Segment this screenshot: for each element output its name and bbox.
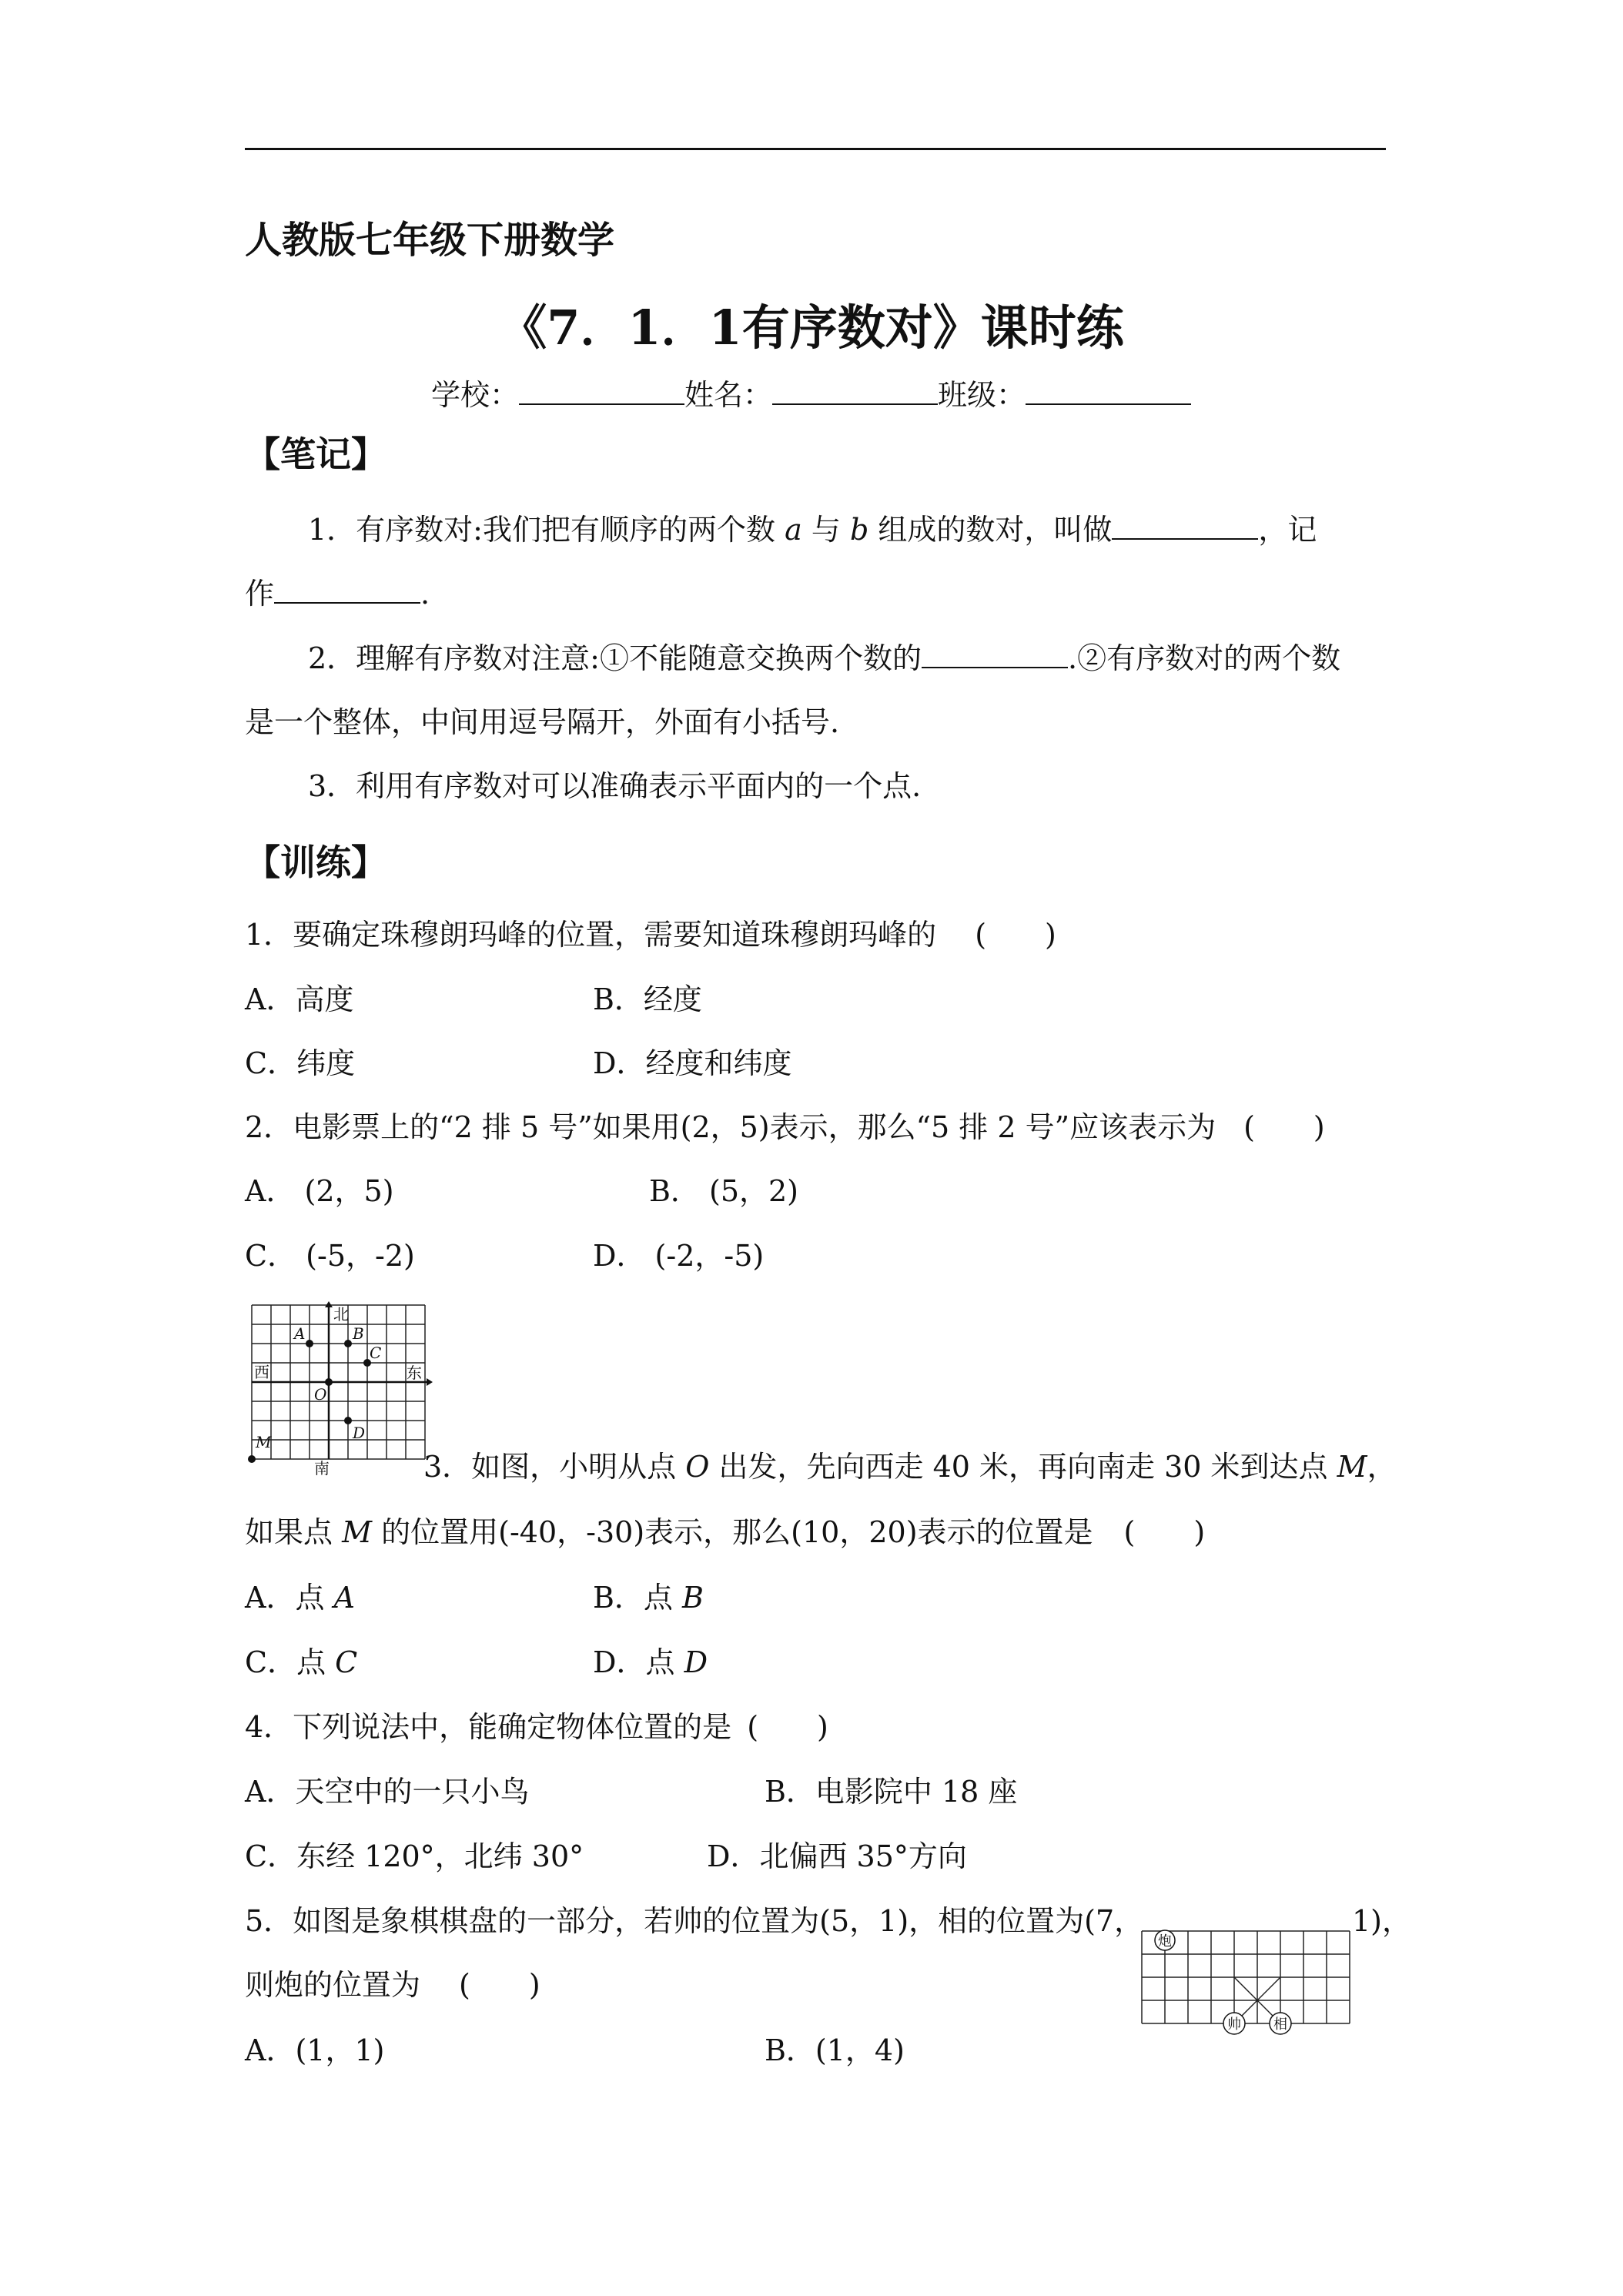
doc-subtitle: 人教版七年级下册数学	[245, 219, 615, 262]
label-d: D	[353, 1424, 366, 1442]
q3-answer-paren: ( )	[1123, 1515, 1206, 1549]
name-label: 姓名：	[684, 378, 773, 412]
q1-option-b[interactable]: B．经度	[593, 982, 702, 1016]
north-label: 北	[333, 1305, 349, 1324]
q3-stem-a: 3．如图，小明从点	[423, 1450, 677, 1484]
q5-stem-line1-end: 1)，	[1352, 1904, 1412, 1938]
west-label: 西	[254, 1363, 269, 1381]
q3-option-a-var: A	[333, 1581, 355, 1615]
q3-stem-line2	[245, 1513, 1205, 1551]
q3-option-b[interactable]	[593, 1578, 704, 1617]
q2-answer-paren: ( )	[1243, 1110, 1325, 1144]
q3-option-a[interactable]	[245, 1578, 355, 1617]
note-1-line2	[245, 574, 430, 613]
q2-stem	[245, 1108, 1325, 1146]
note-1-and: 与	[811, 513, 841, 547]
q1-option-c[interactable]: C．纬度	[245, 1046, 356, 1080]
q2-stem-text: 2．电影票上的“2 排 5 号”如果用(2，5)表示，那么“5 排 2 号”应该表示为	[245, 1110, 1216, 1144]
q4-stem	[245, 1708, 828, 1746]
q5-option-a[interactable]: A．(1，1)	[245, 2033, 385, 2067]
q5-stem-line2	[245, 1966, 540, 2004]
q5-chessboard-figure	[1138, 1925, 1354, 2040]
top-rule	[245, 148, 1386, 150]
class-blank	[1026, 376, 1191, 405]
note-1-blank-2	[274, 574, 420, 604]
var-a: a	[785, 513, 802, 547]
note-1-text-a: 1．有序数对:我们把有顺序的两个数	[308, 513, 775, 547]
q5-stem-line1: 5．如图是象棋棋盘的一部分，若帅的位置为(5，1)，相的位置为(7，	[245, 1904, 1144, 1938]
q3-line2-b: 的位置用(-40，-30)表示，那么(10，20)表示的位置是	[381, 1515, 1093, 1549]
south-label: 南	[314, 1459, 330, 1475]
label-b: B	[353, 1324, 364, 1343]
q4-option-d[interactable]: D．北偏西 35°方向	[707, 1839, 967, 1873]
q4-answer-paren: ( )	[747, 1710, 828, 1744]
q1-stem	[245, 915, 1056, 954]
q3-line2-var-m: M	[342, 1515, 373, 1549]
q3-stem-b: 出发，先向西走 40 米，再向南走 30 米到达点	[718, 1450, 1328, 1484]
note-2-text-a: 2．理解有序数对注意:①不能随意交换两个数的	[308, 641, 922, 675]
q3-option-c-var: C	[335, 1645, 358, 1679]
var-b: b	[849, 513, 869, 547]
name-blank	[772, 376, 938, 405]
east-label: 东	[407, 1364, 422, 1382]
point-b	[344, 1340, 352, 1347]
q3-var-m: M	[1337, 1450, 1367, 1484]
q5-line2-text: 则炮的位置为	[245, 1968, 421, 2002]
piece-shuai	[1223, 2013, 1245, 2034]
q1-answer-paren: ( )	[975, 918, 1056, 952]
q3-option-c[interactable]	[245, 1643, 357, 1682]
practice-heading: 【训练】	[245, 842, 387, 883]
note-2-line1	[308, 639, 1340, 678]
note-2-line2: 是一个整体，中间用逗号隔开，外面有小括号.	[245, 705, 840, 739]
q3-option-d-label: D．点	[593, 1645, 675, 1679]
q4-stem-text: 4．下列说法中，能确定物体位置的是	[245, 1710, 732, 1744]
q4-option-a[interactable]: A．天空中的一只小鸟	[245, 1775, 530, 1809]
q3-option-d-var: D	[684, 1645, 708, 1679]
point-m	[248, 1455, 256, 1463]
note-1-blank-1	[1112, 510, 1258, 540]
note-2-text-b: .②有序数对的两个数	[1067, 641, 1341, 675]
label-a: A	[294, 1324, 306, 1343]
note-2-blank	[922, 639, 1068, 668]
q5-answer-paren: ( )	[459, 1968, 540, 2002]
q3-line2-a: 如果点	[245, 1515, 333, 1549]
pao-label: 炮	[1158, 1933, 1172, 1950]
q5-option-b[interactable]: B．(1，4)	[765, 2033, 905, 2067]
doc-title: 《7．1．1有序数对》课时练	[499, 300, 1124, 356]
q3-option-a-label: A．点	[245, 1581, 325, 1615]
q2-option-c[interactable]: C． (-5，-2)	[245, 1239, 415, 1273]
q3-option-b-label: B．点	[593, 1581, 673, 1615]
q3-stem-c: ，	[1367, 1450, 1397, 1484]
q1-option-d[interactable]: D．经度和纬度	[593, 1046, 792, 1080]
q2-option-a[interactable]: A． (2，5)	[245, 1174, 394, 1208]
notes-heading: 【笔记】	[245, 433, 387, 475]
q4-option-c[interactable]: C．东经 120°，北纬 30°	[245, 1839, 584, 1873]
q1-stem-text: 1．要确定珠穆朗玛峰的位置，需要知道珠穆朗玛峰的	[245, 918, 937, 952]
note-1-text-b: 组成的数对，叫做	[878, 513, 1113, 547]
piece-pao	[1155, 1930, 1175, 1950]
q2-option-d[interactable]: D． (-2，-5)	[593, 1239, 765, 1273]
note-3: 3．利用有序数对可以准确表示平面内的一个点.	[308, 769, 922, 803]
q3-stem-line1	[423, 1448, 1397, 1486]
q3-option-d[interactable]	[593, 1643, 708, 1682]
q3-var-o: O	[685, 1450, 710, 1484]
q2-option-b[interactable]: B． (5，2)	[649, 1174, 799, 1208]
shuai-label: 帅	[1227, 2017, 1241, 2033]
note-1-text-c: ，记	[1258, 513, 1317, 547]
q3-option-c-label: C．点	[245, 1645, 326, 1679]
point-a	[306, 1340, 313, 1347]
q3-option-b-var: B	[682, 1581, 704, 1615]
school-label: 学校：	[431, 378, 520, 412]
label-o: O	[314, 1385, 327, 1404]
school-blank	[519, 376, 684, 405]
q1-option-a[interactable]: A．高度	[245, 982, 354, 1016]
label-m: M	[256, 1433, 272, 1451]
q4-option-b[interactable]: B．电影院中 18 座	[765, 1775, 1018, 1809]
note-1-line1	[308, 510, 1317, 549]
xiang-label: 相	[1273, 2017, 1287, 2033]
label-c: C	[370, 1344, 382, 1362]
class-label: 班级：	[938, 378, 1026, 412]
q3-grid-figure	[248, 1301, 433, 1475]
note-1-text-e: .	[420, 577, 430, 611]
student-info-line	[431, 376, 1191, 414]
point-d	[344, 1417, 352, 1424]
note-1-text-d: 作	[245, 577, 275, 611]
piece-xiang	[1270, 2013, 1291, 2034]
